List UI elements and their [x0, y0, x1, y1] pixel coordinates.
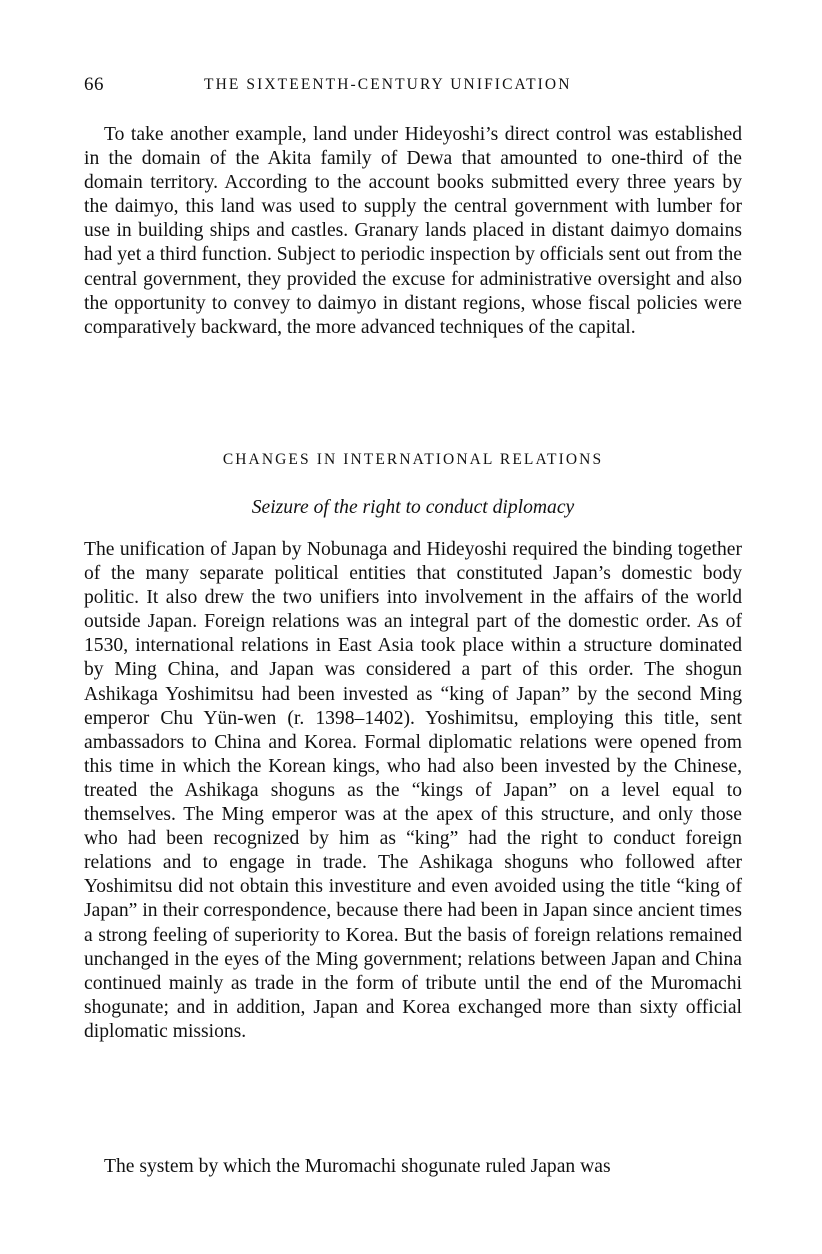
running-head — [84, 74, 742, 98]
paragraph-granary-lands: To take another example, land under Hideyoshi’s direct control was established in the domain of the Akita family of Dewa that amounted to one-third of the domain territory. According to the account books submitted every three years by the daimyo, this land was used to supply the central government with lumber for use in building ships and castles. Granary lands placed in distant daimyo domains had yet a third function. Subject to periodic inspection by officials sent out from the central government, they provided the excuse for administrative oversight and also the opportunity to convey to daimyo in distant regions, whose fiscal policies were comparatively backward, the more advanced techniques of the capital. — [84, 124, 742, 338]
running-title: THE SIXTEENTH-CENTURY UNIFICATION — [204, 76, 572, 93]
paragraph-unification-diplomacy: The unification of Japan by Nobunaga and Hideyoshi required the binding together of the many separate political entities that constituted Japan’s domestic body politic. It also drew the two unifiers into involvement in the affairs of the world outside Japan. Foreign relations was an integral part of the domestic order. As of 1530, international relations in East Asia took place within a structure dominated by Ming China, and Japan was considered a part of this order. The shogun Ashikaga Yoshimitsu had been invested as “king of Japan” by the second Ming emperor Chu Yün-wen (r. 1398–1402). Yoshimitsu, employing this title, sent ambassadors to China and Korea. Formal diplomatic relations were opened from this time in which the Korean kings, who had also been invested by the Chinese, treated the Ashikaga shoguns as the “kings of Japan” on a level equal to themselves. The Ming emperor was at the apex of this structure, and only those who had been recognized by him as “king” had the right to conduct foreign relations and to engage in trade. The Ashikaga shoguns who followed after Yoshimitsu did not obtain this investiture and even avoided using the title “king of Japan” in their correspondence, because there had been in Japan since ancient times a strong feeling of superiority to Korea. But the basis of foreign relations remained unchanged in the eyes of the Ming government; relations between Japan and China continued mainly as trade in the form of tribute until the end of the Muromachi shogunate; and in addition, Japan and Korea exchanged more than sixty official diplomatic missions. — [84, 539, 742, 1042]
section-heading: CHANGES IN INTERNATIONAL RELATIONS — [222, 451, 604, 468]
section-subheading: Seizure of the right to conduct diplomacy — [251, 497, 575, 518]
paragraph-muromachi-system: The system by which the Muromachi shogunate ruled Japan was — [104, 1156, 611, 1177]
page-number: 66 — [84, 74, 104, 95]
